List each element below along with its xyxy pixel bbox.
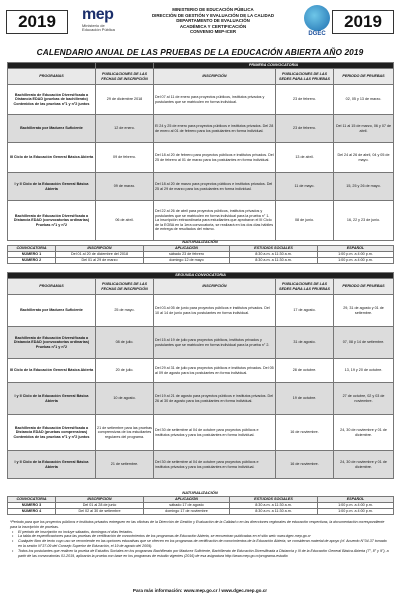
table-row bbox=[8, 143, 394, 173]
table-row bbox=[8, 201, 394, 241]
col-header: PUBLICACIONES DE LAS FECHAS DE INSCRIPCIÓN bbox=[96, 69, 154, 85]
table-cell: domingo 17 de noviembre bbox=[144, 509, 230, 515]
nat-col-header: INSCRIPCIÓN bbox=[56, 246, 144, 252]
table-cell: 29, 31 de agosto y 01 de setiembre. bbox=[334, 295, 394, 327]
note-item: • El periodo de inscripción no incluye sábados, domingos ni días feriados. bbox=[10, 530, 390, 535]
table-cell: 15, 25 y 26 de mayo. bbox=[334, 173, 394, 201]
table-cell: 02, 05 y 13 de marzo. bbox=[334, 85, 394, 115]
table-cell: 23 de febrero. bbox=[276, 85, 334, 115]
table-cell: Del 01 al 20 de diciembre del 2018 bbox=[56, 252, 144, 258]
program-cell: I y II Ciclo de la Educación General Básica Abierta bbox=[8, 383, 96, 415]
table-cell: 21 de setiembre para las pruebas comprensivas de los estudiantes regulares del programa. bbox=[96, 415, 154, 451]
table-cell: Del 15 al 19 de julio para proyectos públicos, institutos privados y postulantes que se matriculen en forma individual para la prueba n° 2. bbox=[154, 327, 276, 359]
second-convocatoria-table bbox=[7, 272, 394, 479]
table-cell: 8:30 a.m. a 11:30 a.m. bbox=[230, 258, 318, 264]
program-cell: Bachillerato de Educación Diversificada a Distancia EDAD (pruebas comprensivas) Contenidos de las pruebas n°1 y n°2 juntos bbox=[8, 415, 96, 451]
col-header: INSCRIPCIÓN bbox=[154, 69, 276, 85]
program-cell: Bachillerato por Madurez Suficiente bbox=[8, 295, 96, 327]
nat-col-header: ESPAÑOL bbox=[318, 246, 394, 252]
table-row bbox=[8, 85, 394, 115]
table-cell: 13 de abril. bbox=[276, 143, 334, 173]
table-cell: Del 22 al 26 de abril para proyectos públicos, institutos privados y postulantes que se matriculen en forma individual para la prueba n° 1. La inscripción extraordinaria para estudiantes que aprobaron el III Ciclo de la EGBA en la 1era convocatoria, se realizará en los dos días hábiles de entrega de resultados del mismo. bbox=[154, 201, 276, 241]
table-cell: Del 07 al 11 de enero para proyectos públicos, institutos privados y postulantes que se matriculen en forma individual. bbox=[154, 85, 276, 115]
table-row bbox=[8, 295, 394, 327]
col-header: PUBLICACIONES DE LAS SEDES PARA LAS PRUEBAS bbox=[276, 69, 334, 85]
more-info: Para más información: www.mep.go.cr / www.dgec.mep.go.cr bbox=[132, 588, 268, 593]
table-cell: 07, 08 y 14 de setiembre. bbox=[334, 327, 394, 359]
table-cell: Del 01 al 29 de marzo bbox=[56, 258, 144, 264]
table-cell: 19 de octubre. bbox=[276, 383, 334, 415]
table-cell: NÚMERO 4 bbox=[8, 509, 56, 515]
naturalization-title-2: NATURALIZACIÓN bbox=[182, 490, 218, 495]
table-row bbox=[8, 327, 394, 359]
year-right: 2019 bbox=[332, 10, 394, 34]
program-cell: I y II Ciclo de la Educación General Básica Abierta bbox=[8, 451, 96, 479]
table-cell: 09 de febrero. bbox=[96, 143, 154, 173]
table-cell: 1:00 p.m. a 4:00 p.m. bbox=[318, 503, 394, 509]
table-cell: 8:30 a.m. a 11:30 a.m. bbox=[230, 503, 318, 509]
col-header: PROGRAMAS bbox=[8, 69, 96, 85]
table-cell: Del 30 de setiembre al 04 de octubre para proyectos públicos e institutos privados y para los postulantes en forma individual. bbox=[154, 415, 276, 451]
note-item: • Cualquier libro de texto cuyo uso se recomiende en las opciones educativas que se ofrecen en los programas de certificación de conocimientos de la Educación Abierta, se consideran material de apoyo (cf. Acuerdo N°04-37 tomado en la sesión N°37-09 del Consejo Superior de Educación, el 19 de agosto del 2009). bbox=[10, 539, 390, 549]
ministry-line: ACADÉMICA Y CERTIFICACIÓN bbox=[179, 23, 247, 29]
table-cell: 06 de abril. bbox=[96, 201, 154, 241]
first-convocatoria-table bbox=[7, 62, 394, 241]
table-cell: NÚMERO 1 bbox=[8, 252, 56, 258]
table-cell: Del 03 al 05 de junio para proyectos públicos e institutos privados. Del 10 al 14 de junio para los postulantes en forma individual. bbox=[154, 295, 276, 327]
first-convocatoria-label: PRIMERA CONVOCATORIA bbox=[154, 63, 394, 69]
mep-logo bbox=[82, 6, 124, 36]
table-cell: 25 de mayo. bbox=[96, 295, 154, 327]
col-header: PROGRAMAS bbox=[8, 279, 96, 295]
table-cell: 1:00 p.m. a 4:00 p.m. bbox=[318, 509, 394, 515]
nat-col-header: ESPAÑOL bbox=[318, 497, 394, 503]
col-header: PUBLICACIONES DE LAS SEDES PARA LAS PRUEBAS bbox=[276, 279, 334, 295]
col-header: PERIODO DE PRUEBAS bbox=[334, 69, 394, 85]
table-cell: 09 de marzo. bbox=[96, 173, 154, 201]
dgec-seal-icon bbox=[304, 5, 330, 31]
note-item: • Todos los postulantes que realicen la prueba de Estudios Sociales en los programas Bachillerato por Madurez Suficiente, Bachillerato de Educación Diversificada a Distancia y III de la Educación General Básica Abierta (7°, 8° y 9°), a partir de las convocatorias 01-2019, aplicarán la prueba con base en los programas de estudio vigentes (2016) de esa asignatura http://www.mep.go.cr/programa-estudio bbox=[10, 549, 390, 559]
ministry-line: DIRECCIÓN DE GESTIÓN Y EVALUACIÓN DE LA CALIDAD bbox=[151, 12, 275, 18]
table-cell: 29 de diciembre 2018 bbox=[96, 85, 154, 115]
ministry-line: MINISTERIO DE EDUCACIÓN PÚBLICA bbox=[172, 7, 254, 12]
col-header: PERIODO DE PRUEBAS bbox=[334, 279, 394, 295]
nat-col-header: APLICACIÓN bbox=[144, 246, 230, 252]
table-row bbox=[8, 451, 394, 479]
program-cell: Bachillerato de Educación Diversificada a Distancia EDAD (convocatorias ordinarias) Pruebas n°1 y n°2 bbox=[8, 201, 96, 241]
nat-col-header: CONVOCATORIA bbox=[8, 497, 56, 503]
table-row bbox=[8, 359, 394, 383]
year-left: 2019 bbox=[6, 10, 68, 34]
table-row bbox=[8, 415, 394, 451]
title-underline bbox=[64, 57, 336, 58]
page bbox=[4, 4, 396, 608]
col-header: INSCRIPCIÓN bbox=[154, 279, 276, 295]
table-row bbox=[8, 115, 394, 143]
nat-col-header: INSCRIPCIÓN bbox=[56, 497, 144, 503]
header bbox=[4, 4, 396, 42]
table-cell: 08 de junio. bbox=[276, 201, 334, 241]
note-item: *Periodo para que los proyectos públicos e institutos privados entreguen en las oficinas de la Dirección de Gestión y Evaluación de la Calidad o en las direcciones regionales de educación respectivas, la documentación correspondiente para la inscripción de pruebas. bbox=[10, 520, 385, 529]
table-cell: 16 de noviembre. bbox=[276, 415, 334, 451]
table-cell: 11 de mayo. bbox=[276, 173, 334, 201]
table-row bbox=[8, 258, 394, 264]
note-item: • La tabla de especificaciones para las pruebas de certificación de conocimientos de los programas de Educación Abierta, se encuentran publicadas en el sitio web: www.dgec.mep.go.cr bbox=[10, 534, 390, 539]
table-row bbox=[8, 509, 394, 515]
table-row bbox=[8, 173, 394, 201]
table-cell: 10 de agosto. bbox=[96, 383, 154, 415]
table-cell: 12 de enero. bbox=[96, 115, 154, 143]
table-cell: 8:30 a.m. a 11:30 a.m. bbox=[230, 252, 318, 258]
table-cell: Del 18 al 20 de febrero para proyectos públicos e institutos privados. Del 25 de febrero al 01 de marzo para los postulantes en forma individual. bbox=[154, 143, 276, 173]
table-cell: 08 de julio. bbox=[96, 327, 154, 359]
table-cell: sábado 17 de agosto bbox=[144, 503, 230, 509]
table-cell: 27 de octubre, 02 y 03 de noviembre. bbox=[334, 383, 394, 415]
table-cell: 13, 19 y 20 de octubre. bbox=[334, 359, 394, 383]
program-cell: Bachillerato por Madurez Suficiente bbox=[8, 115, 96, 143]
table-cell: 21 de setiembre. bbox=[96, 451, 154, 479]
naturalization-table-2 bbox=[7, 496, 394, 515]
table-cell: Del 19 al 21 de agosto para proyectos públicos e institutos privados. Del 26 al 30 de agosto para los postulantes en forma individual. bbox=[154, 383, 276, 415]
table-cell: 16 de noviembre. bbox=[276, 451, 334, 479]
naturalization-title-1: NATURALIZACIÓN bbox=[182, 239, 218, 244]
table-cell: 31 de agosto. bbox=[276, 327, 334, 359]
nat-col-header: ESTUDIOS SOCIALES bbox=[230, 246, 318, 252]
table-cell: Del 18 al 20 de marzo para proyectos públicos e institutos privados. Del 25 al 29 de marzo para los postulantes en forma individual. bbox=[154, 173, 276, 201]
table-cell: Del 29 al 31 de julio para proyectos públicos e institutos privados. Del 05 al 09 de agosto para los postulantes en forma individual. bbox=[154, 359, 276, 383]
table-cell: El 24 y 25 de enero para proyectos públicos e institutos privados. Del 28 de enero al 01 de febrero para los postulantes en forma individual. bbox=[154, 115, 276, 143]
mep-logo-word: mep bbox=[82, 6, 114, 23]
table-cell: Del 24 al 26 de abril, 04 y 05 de mayo. bbox=[334, 143, 394, 173]
nat-col-header: APLICACIÓN bbox=[144, 497, 230, 503]
table-cell: 24, 30 de noviembre y 01 de diciembre. bbox=[334, 451, 394, 479]
nat-col-header: CONVOCATORIA bbox=[8, 246, 56, 252]
ministry-line: DEPARTAMENTO DE EVALUACIÓN bbox=[176, 18, 250, 24]
table-cell: 20 de julio. bbox=[96, 359, 154, 383]
table-cell: 24, 30 de noviembre y 01 de diciembre. bbox=[334, 415, 394, 451]
program-cell: III Ciclo de la Educación General Básica Abierta bbox=[8, 143, 96, 173]
table-cell: NÚMERO 3 bbox=[8, 503, 56, 509]
table-cell: Del 30 de setiembre al 04 de octubre para proyectos públicos e institutos privados y para los postulantes en forma individual. bbox=[154, 451, 276, 479]
table-cell: 8:30 a.m. a 11:30 a.m. bbox=[230, 509, 318, 515]
table-cell: 1:00 p.m. a 4:00 p.m. bbox=[318, 252, 394, 258]
table-cell: 17 de agosto. bbox=[276, 295, 334, 327]
ministry-block bbox=[128, 7, 298, 35]
second-convocatoria-label: SEGUNDA CONVOCATORIA bbox=[8, 273, 394, 279]
table-cell: 23 de febrero. bbox=[276, 115, 334, 143]
table-row bbox=[8, 383, 394, 415]
table-cell: 28 de octubre. bbox=[276, 359, 334, 383]
notes bbox=[10, 520, 390, 558]
dgec-label: DGEC bbox=[308, 31, 326, 37]
table-cell: domingo 12 de mayo bbox=[144, 258, 230, 264]
program-cell: III Ciclo de la Educación General Básica Abierta bbox=[8, 359, 96, 383]
program-cell: Bachillerato de Educación Diversificada a Distancia EDAD (convocatorias ordinarias) Pruebas n°1 y n°2 bbox=[8, 327, 96, 359]
dgec-logo bbox=[302, 5, 332, 39]
table-cell: NÚMERO 2 bbox=[8, 258, 56, 264]
page-title: CALENDARIO ANUAL DE LAS PRUEBAS DE LA EDUCACIÓN ABIERTA AÑO 2019 bbox=[36, 47, 364, 57]
mep-logo-subtitle: Ministerio de Educación Pública bbox=[82, 23, 115, 32]
table-cell: 16, 22 y 23 de junio. bbox=[334, 201, 394, 241]
naturalization-table-1 bbox=[7, 245, 394, 264]
nat-col-header: ESTUDIOS SOCIALES bbox=[230, 497, 318, 503]
program-cell: I y II Ciclo de la Educación General Básica Abierta bbox=[8, 173, 96, 201]
table-cell: Del 02 al 30 de setiembre bbox=[56, 509, 144, 515]
table-cell: sábado 23 de febrero bbox=[144, 252, 230, 258]
table-cell: Del 11 al 15 de marzo, 06 y 07 de abril. bbox=[334, 115, 394, 143]
table-cell: Del 01 al 28 de junio bbox=[56, 503, 144, 509]
ministry-line: CONVENIO MEP-ICER bbox=[189, 29, 237, 35]
table-cell: 1:00 p.m. a 4:00 p.m. bbox=[318, 258, 394, 264]
program-cell: Bachillerato de Educación Diversificada a Distancia EDAD (pruebas de bachillerato) Contenidos de las pruebas n°1 y n°2 juntos bbox=[8, 85, 96, 115]
col-header: PUBLICACIONES DE LAS FECHAS DE INSCRIPCIÓN bbox=[96, 279, 154, 295]
